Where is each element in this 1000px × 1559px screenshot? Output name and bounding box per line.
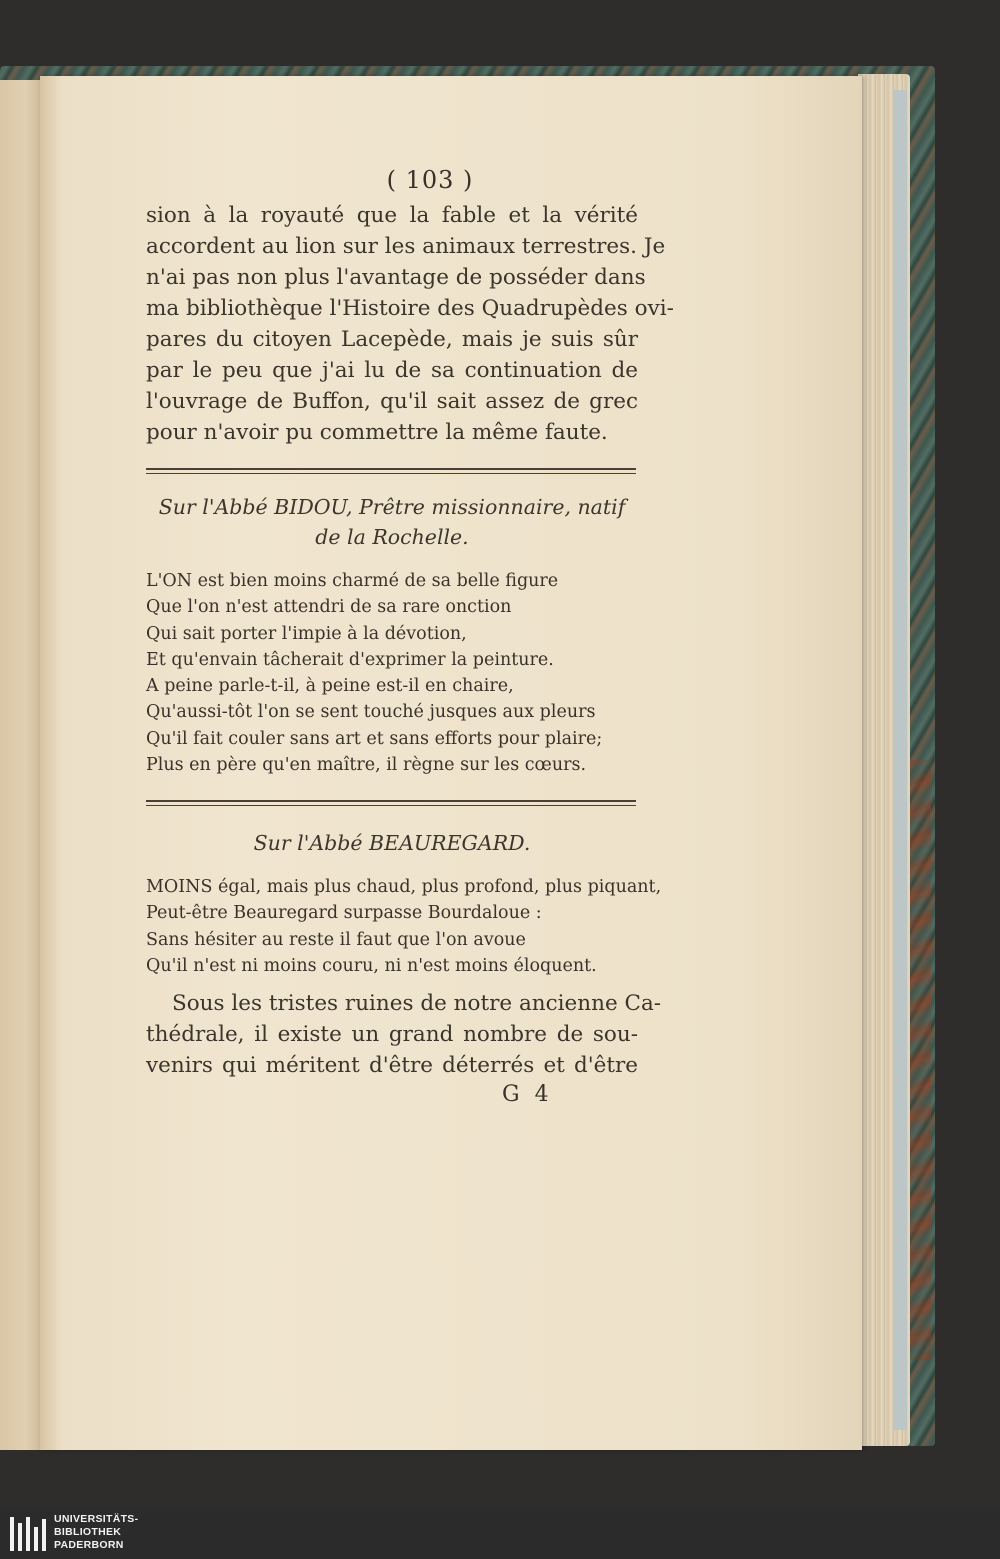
library-name-line: UNIVERSITÄTS- xyxy=(54,1513,139,1525)
verse-line: Plus en père qu'en maître, il règne sur les cœurs. xyxy=(146,755,587,776)
library-name xyxy=(54,1513,138,1552)
library-logo-icon xyxy=(8,1515,48,1553)
heading-line: de la Rochelle. xyxy=(315,525,469,549)
endpaper-edge xyxy=(893,90,907,1430)
verse-bidou xyxy=(146,568,646,778)
section-divider xyxy=(146,800,636,806)
library-footer xyxy=(0,1509,1000,1559)
verse-line: Et qu'envain tâcherait d'exprimer la peinture. xyxy=(146,649,554,670)
prose-line: ma bibliothèque l'Histoire des Quadrupèdes ovi- xyxy=(146,296,674,321)
page-number: ( 103 ) xyxy=(386,166,474,194)
book-page xyxy=(40,76,862,1450)
section-divider xyxy=(146,468,636,474)
verse-line: Qu'il fait couler sans art et sans efforts pour plaire; xyxy=(146,728,603,749)
prose-line: accordent au lion sur les animaux terrestres. Je xyxy=(146,234,666,259)
verse-line: Qui sait porter l'impie à la dévotion, xyxy=(146,623,467,644)
prose-line: par le peu que j'ai lu de sa continuation de xyxy=(146,358,638,383)
prose-line: pares du citoyen Lacepède, mais je suis sûr xyxy=(146,327,638,352)
library-name-line: BIBLIOTHEK xyxy=(54,1526,122,1538)
verse-line: Qu'il n'est ni moins couru, ni n'est moins éloquent. xyxy=(146,955,597,976)
verse-line: A peine parle-t-il, à peine est-il en chaire, xyxy=(146,676,514,697)
verse-line: MOINS égal, mais plus chaud, plus profond, plus piquant, xyxy=(146,877,662,897)
verse-line: Peut-être Beauregard surpasse Bourdaloue : xyxy=(146,903,542,924)
prose-line: pour n'avoir pu commettre la même faute. xyxy=(146,420,608,445)
section-heading-beauregard: Sur l'Abbé BEAUREGARD. xyxy=(253,831,531,855)
prose-line: l'ouvrage de Buffon, qu'il sait assez de grec xyxy=(146,389,638,414)
verse-line: Sans hésiter au reste il faut que l'on avoue xyxy=(146,929,526,950)
library-name-line: PADERBORN xyxy=(54,1539,124,1551)
section-heading-bidou xyxy=(146,492,638,552)
prose-line: sion à la royauté que la fable et la vérité xyxy=(146,203,638,228)
prose-line: venirs qui méritent d'être déterrés et d'être xyxy=(146,1053,638,1078)
verse-line: L'ON est bien moins charmé de sa belle figure xyxy=(146,571,559,591)
verse-beauregard xyxy=(146,874,662,979)
signature-mark: G 4 xyxy=(502,1082,553,1107)
verse-line: Que l'on n'est attendri de sa rare onction xyxy=(146,597,512,618)
prose-line: thédrale, il existe un grand nombre de sou- xyxy=(146,1022,638,1047)
prose-line: Sous les tristes ruines de notre ancienne Ca- xyxy=(172,991,662,1016)
heading-line: Sur l'Abbé BIDOU, Prêtre missionnaire, natif xyxy=(158,495,626,519)
prose-line: n'ai pas non plus l'avantage de posséder dans xyxy=(146,265,646,290)
verse-line: Qu'aussi-tôt l'on se sent touché jusques aux pleurs xyxy=(146,702,596,723)
prose-paragraph xyxy=(146,200,674,448)
closing-paragraph xyxy=(146,988,662,1081)
